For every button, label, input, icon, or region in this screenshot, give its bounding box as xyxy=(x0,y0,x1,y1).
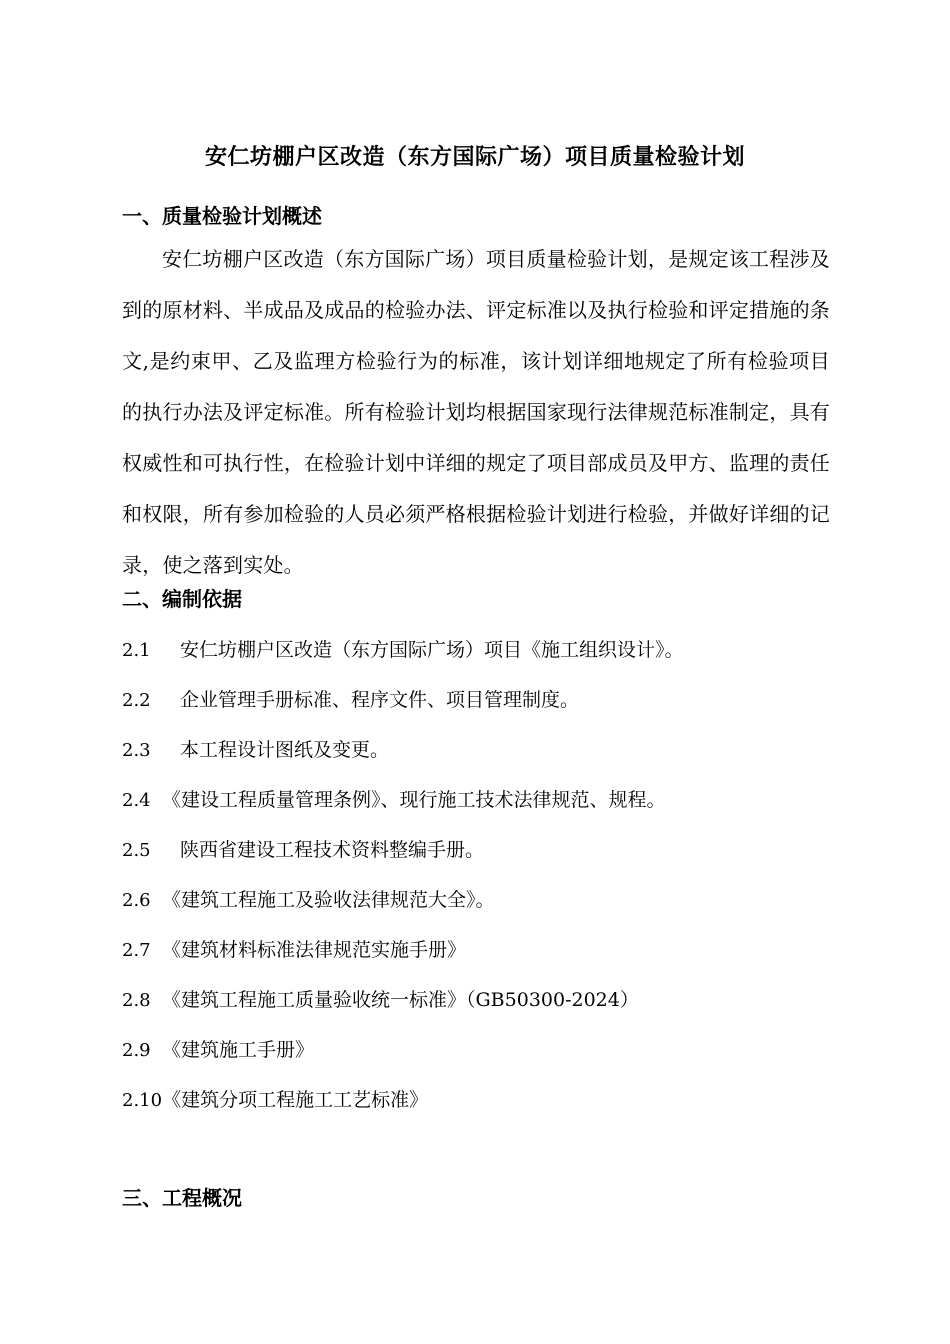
item-text: 企业管理手册标准、程序文件、项目管理制度。 xyxy=(180,689,580,711)
list-item xyxy=(122,1033,830,1083)
list-item xyxy=(122,733,830,783)
list-item xyxy=(122,633,830,683)
item-number: 2.2 xyxy=(122,690,151,711)
list-item xyxy=(122,1083,830,1133)
item-number: 2.3 xyxy=(122,740,151,761)
item-number: 2.5 xyxy=(122,840,151,861)
item-text: 《建筑工程施工质量验收统一标准》（GB50300-2024） xyxy=(162,989,639,1011)
section-heading-basis: 二、编制依据 xyxy=(122,587,242,611)
item-text: 《建筑分项工程施工工艺标准》 xyxy=(162,1089,429,1111)
item-text: 安仁坊棚户区改造（东方国际广场）项目《施工组织设计》。 xyxy=(180,639,684,661)
item-text: 《建筑材料标准法律规范实施手册》 xyxy=(162,939,467,961)
item-text: 本工程设计图纸及变更。 xyxy=(180,739,390,761)
section-heading-overview: 一、质量检验计划概述 xyxy=(122,204,322,228)
item-text: 《建筑施工手册》 xyxy=(162,1039,315,1061)
section-heading-project-overview: 三、工程概况 xyxy=(122,1186,242,1210)
item-number: 2.1 xyxy=(122,640,151,661)
list-item xyxy=(122,683,830,733)
item-number: 2.6 xyxy=(122,890,151,911)
item-number: 2.10 xyxy=(122,1090,163,1111)
list-item xyxy=(122,833,830,883)
overview-paragraph: 安仁坊棚户区改造（东方国际广场）项目质量检验计划，是规定该工程涉及到的原材料、半成品及成品的检验办法、评定标准以及执行检验和评定措施的条文,是约束甲、乙及监理方检验行为的标准，该计划详细地规定了所有检验项目的执行办法及评定标准。所有检验计划均根据国家现行法律规范标准制定，具有权威性和可执行性，在检验计划中详细的规定了项目部成员及甲方、监理的责任和权限，所有参加检验的人员必须严格根据检验计划进行检验，并做好详细的记录，使之落到实处。 xyxy=(122,247,830,577)
item-number: 2.4 xyxy=(122,790,151,811)
item-number: 2.9 xyxy=(122,1040,151,1061)
list-item xyxy=(122,883,830,933)
item-text: 《建设工程质量管理条例》、现行施工技术法律规范、规程。 xyxy=(162,789,666,811)
item-text: 陕西省建设工程技术资料整编手册。 xyxy=(180,839,485,861)
document-title: 安仁坊棚户区改造（东方国际广场）项目质量检验计划 xyxy=(204,145,745,170)
list-item xyxy=(122,983,830,1033)
item-text: 《建筑工程施工及验收法律规范大全》。 xyxy=(162,889,495,911)
item-number: 2.8 xyxy=(122,990,151,1011)
list-item xyxy=(122,933,830,983)
list-item xyxy=(122,783,830,833)
item-number: 2.7 xyxy=(122,940,151,961)
basis-list xyxy=(122,633,830,1133)
